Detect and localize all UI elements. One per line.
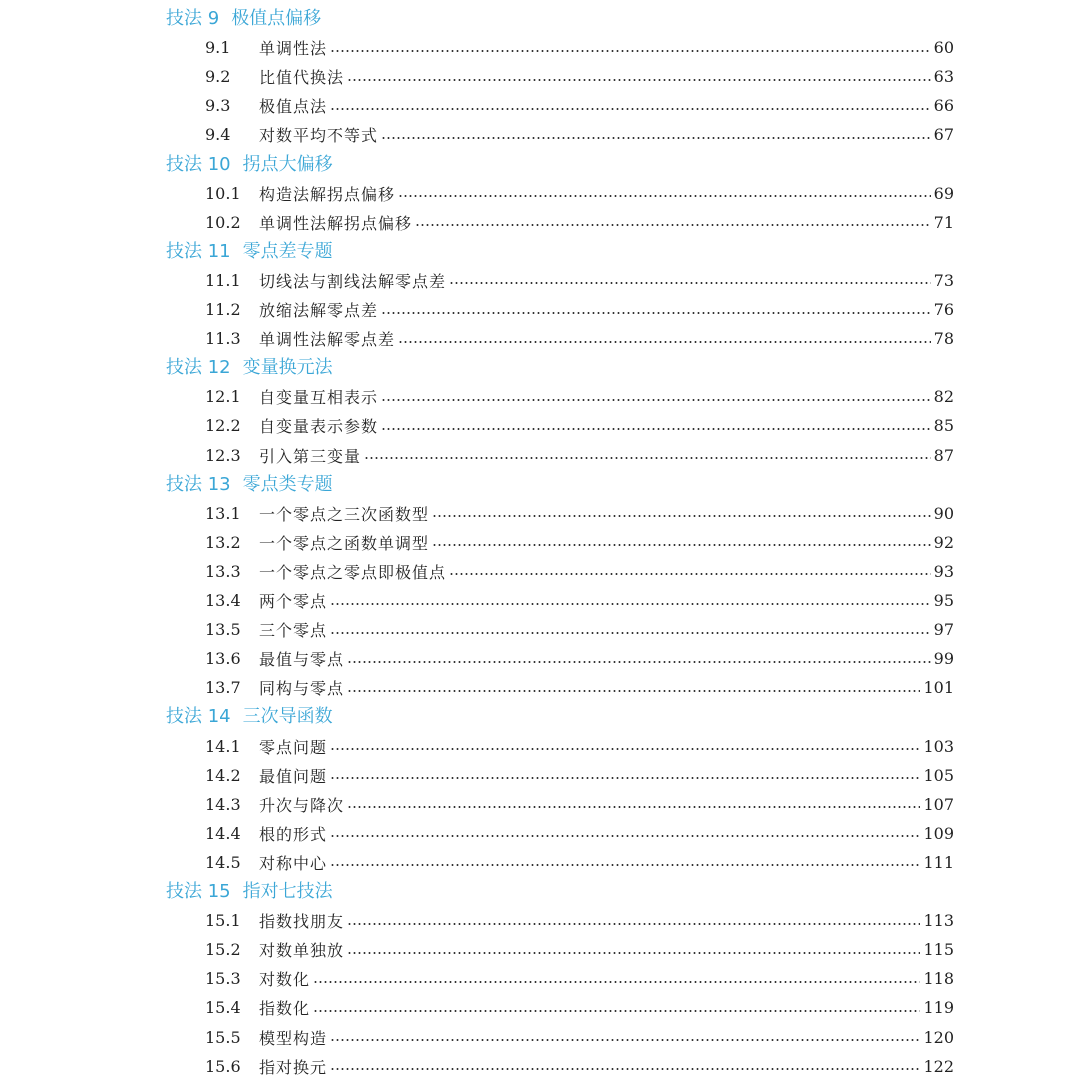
toc-entry[interactable] (205, 819, 954, 848)
toc-entry[interactable] (205, 557, 954, 586)
chapter-title: 零点差专题 (242, 240, 333, 262)
chapter-title: 极值点偏移 (231, 8, 322, 29)
toc-entry[interactable] (205, 62, 954, 91)
section-number: 15.1 (205, 911, 241, 931)
dot-leader (347, 79, 931, 81)
dot-leader (347, 952, 920, 954)
dot-leader (330, 50, 931, 52)
section-title: 自变量表示参数 (259, 417, 379, 437)
chapter-heading[interactable] (166, 877, 333, 907)
toc-entry[interactable] (205, 441, 954, 470)
toc-entry[interactable] (205, 208, 954, 237)
section-title: 根的形式 (259, 824, 328, 844)
dot-leader (347, 923, 920, 925)
section-number: 14.4 (205, 823, 241, 843)
toc-entry[interactable] (205, 411, 954, 440)
toc-entry[interactable] (205, 528, 954, 557)
page-number: 103 (923, 736, 954, 756)
page-number: 87 (933, 445, 954, 465)
page-number: 92 (933, 532, 954, 552)
toc-entry[interactable] (205, 761, 954, 790)
page-number: 60 (933, 38, 954, 58)
section-title: 单调性法解零点差 (259, 330, 396, 350)
page-number: 95 (933, 591, 954, 610)
toc-entry[interactable] (205, 993, 954, 1022)
page-number: 76 (933, 300, 954, 319)
chapter-heading[interactable] (166, 353, 333, 383)
chapter-label: 技法 11 (166, 240, 231, 262)
section-title: 一个零点之零点即极值点 (259, 562, 447, 582)
page-number: 90 (933, 503, 954, 523)
toc-entry[interactable] (205, 644, 954, 673)
dot-leader (330, 1039, 920, 1041)
section-title: 同构与零点 (259, 679, 345, 699)
toc-entry[interactable] (205, 1023, 954, 1052)
section-title: 切线法与割线法解零点差 (259, 271, 447, 291)
dot-leader (330, 108, 931, 110)
page-number: 78 (933, 329, 954, 349)
page-number: 120 (923, 1027, 954, 1047)
dot-leader (415, 224, 931, 226)
page-number: 66 (933, 96, 954, 116)
dot-leader (398, 341, 931, 343)
section-number: 13.4 (205, 591, 241, 610)
section-title: 对称中心 (259, 853, 328, 873)
toc-entry[interactable] (205, 732, 954, 761)
section-number: 10.1 (205, 183, 241, 203)
dot-leader (381, 399, 931, 401)
toc-entry[interactable] (205, 935, 954, 964)
toc-entry[interactable] (205, 848, 954, 877)
section-title: 放缩法解零点差 (259, 301, 379, 320)
section-number: 15.6 (205, 1056, 241, 1076)
dot-leader (381, 428, 931, 430)
chapter-title: 零点类专题 (242, 473, 333, 495)
dot-leader (330, 632, 931, 634)
section-number: 15.5 (205, 1027, 241, 1047)
chapter-label: 技法 15 (166, 881, 231, 902)
section-number: 13.1 (205, 503, 241, 523)
page-number: 101 (923, 678, 954, 698)
page-number: 107 (923, 794, 954, 814)
section-number: 12.1 (205, 387, 241, 407)
dot-leader (381, 137, 931, 139)
section-title: 对数平均不等式 (259, 126, 379, 146)
toc-entry[interactable] (205, 382, 954, 411)
section-number: 9.1 (205, 38, 231, 58)
dot-leader (330, 777, 920, 779)
section-number: 12.2 (205, 416, 241, 436)
page-number: 113 (923, 911, 954, 931)
section-title: 最值问题 (259, 766, 328, 786)
toc-entry[interactable] (205, 120, 954, 149)
chapter-label: 技法 14 (166, 706, 231, 728)
page-number: 69 (933, 183, 954, 203)
page-number: 99 (933, 649, 954, 669)
toc-entry[interactable] (205, 324, 954, 353)
dot-leader (330, 835, 920, 837)
dot-leader (330, 748, 920, 750)
dot-leader (381, 312, 931, 314)
section-title: 引入第三变量 (259, 446, 362, 466)
chapter-title: 变量换元法 (242, 357, 333, 379)
section-number: 15.3 (205, 969, 241, 989)
section-number: 14.5 (205, 852, 241, 872)
page-number: 111 (923, 852, 954, 872)
section-title: 比值代换法 (259, 68, 345, 88)
dot-leader (330, 1068, 920, 1070)
chapter-label: 技法 12 (166, 357, 231, 379)
dot-leader (432, 515, 931, 517)
section-number: 13.5 (205, 620, 241, 640)
page-number: 73 (933, 270, 954, 290)
page-number: 71 (933, 212, 954, 232)
chapter-title: 拐点大偏移 (242, 153, 333, 175)
section-number: 12.3 (205, 445, 241, 465)
toc-entry[interactable] (205, 295, 954, 324)
page-number: 63 (933, 67, 954, 87)
section-title: 自变量互相表示 (259, 388, 379, 408)
section-number: 9.2 (205, 67, 231, 87)
dot-leader (364, 457, 931, 459)
page-number: 115 (923, 940, 954, 960)
section-number: 11.1 (205, 270, 241, 290)
section-title: 对数化 (259, 970, 311, 990)
section-number: 11.3 (205, 329, 241, 349)
section-title: 模型构造 (259, 1028, 328, 1048)
section-title: 指数化 (259, 999, 311, 1019)
chapter-heading[interactable] (166, 150, 333, 180)
page-number: 85 (933, 416, 954, 436)
dot-leader (432, 544, 931, 546)
toc-entry[interactable] (205, 499, 954, 528)
toc-entry[interactable] (205, 91, 954, 120)
dot-leader (347, 690, 920, 692)
section-number: 14.3 (205, 794, 241, 814)
section-title: 指数找朋友 (259, 912, 345, 932)
section-title: 升次与降次 (259, 795, 345, 815)
section-title: 两个零点 (259, 592, 328, 611)
section-number: 13.2 (205, 532, 241, 552)
dot-leader (449, 573, 931, 575)
chapter-heading[interactable] (166, 237, 333, 267)
chapter-label: 技法 13 (166, 473, 231, 495)
chapter-heading[interactable] (166, 702, 333, 732)
section-title: 单调性法 (259, 39, 328, 59)
toc-entry[interactable] (205, 964, 954, 993)
dot-leader (398, 195, 931, 197)
chapter-title: 指对七技法 (242, 881, 333, 902)
section-number: 10.2 (205, 212, 241, 232)
dot-leader (449, 282, 931, 284)
page-number: 105 (923, 765, 954, 785)
page-number: 97 (933, 620, 954, 640)
toc-entry[interactable] (205, 179, 954, 208)
section-number: 11.2 (205, 300, 241, 319)
section-title: 对数单独放 (259, 941, 345, 961)
toc-entry[interactable] (205, 266, 954, 295)
page-number: 93 (933, 561, 954, 581)
dot-leader (347, 661, 931, 663)
page-number: 122 (923, 1056, 954, 1076)
section-number: 15.4 (205, 998, 241, 1018)
section-title: 零点问题 (259, 737, 328, 757)
toc-entry[interactable] (205, 33, 954, 62)
section-title: 构造法解拐点偏移 (259, 184, 396, 204)
section-number: 13.7 (205, 678, 241, 698)
toc-entry[interactable] (205, 586, 954, 615)
toc-entry[interactable] (205, 1052, 954, 1081)
section-title: 三个零点 (259, 621, 328, 641)
dot-leader (330, 603, 931, 605)
section-number: 13.3 (205, 561, 241, 581)
toc-entry[interactable] (205, 615, 954, 644)
page-number: 119 (923, 998, 954, 1018)
section-number: 9.3 (205, 96, 231, 116)
dot-leader (313, 1010, 920, 1012)
dot-leader (313, 981, 920, 983)
section-title: 单调性法解拐点偏移 (259, 213, 413, 233)
section-title: 最值与零点 (259, 650, 345, 670)
toc-entry[interactable] (205, 906, 954, 935)
page-number: 82 (933, 387, 954, 407)
section-title: 极值点法 (259, 97, 328, 117)
toc-entry[interactable] (205, 790, 954, 819)
chapter-heading[interactable] (166, 470, 333, 500)
dot-leader (347, 806, 920, 808)
section-number: 14.2 (205, 765, 241, 785)
section-title: 一个零点之三次函数型 (259, 504, 430, 524)
section-number: 15.2 (205, 940, 241, 960)
section-number: 13.6 (205, 649, 241, 669)
section-title: 一个零点之函数单调型 (259, 533, 430, 553)
chapter-heading[interactable] (166, 4, 321, 34)
chapter-title: 三次导函数 (242, 706, 333, 728)
section-number: 14.1 (205, 736, 241, 756)
chapter-label: 技法 9 (166, 8, 220, 29)
toc-entry[interactable] (205, 673, 954, 702)
section-title: 指对换元 (259, 1057, 328, 1077)
chapter-label: 技法 10 (166, 153, 231, 175)
dot-leader (330, 864, 920, 866)
page-number: 109 (923, 823, 954, 843)
page-number: 118 (923, 969, 954, 989)
section-number: 9.4 (205, 125, 231, 145)
page-number: 67 (933, 125, 954, 145)
